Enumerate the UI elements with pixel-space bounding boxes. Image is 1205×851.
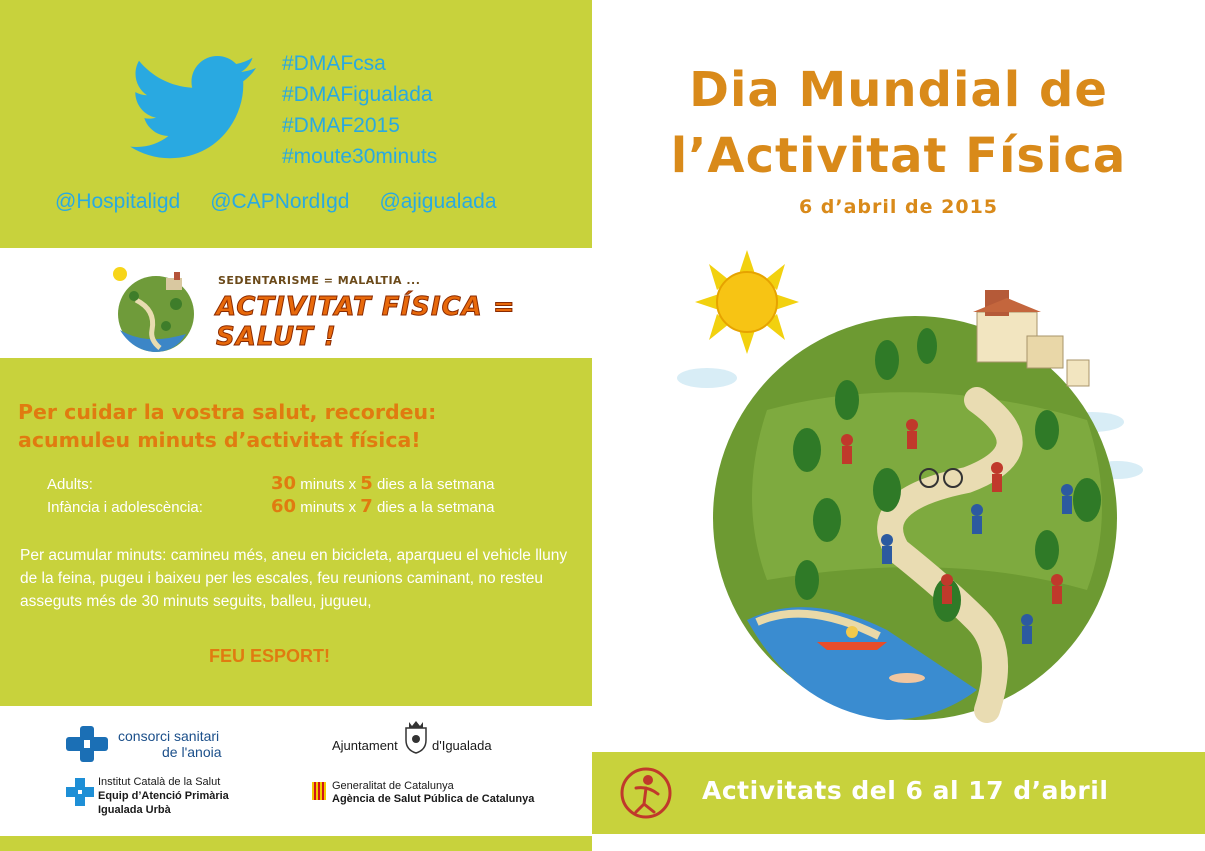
igualada-shield-icon [402, 720, 430, 754]
kids-days: 7 [360, 496, 373, 517]
ics-line2: Equip d’Atenció Primària [98, 790, 229, 802]
minuts-text: minuts x [296, 476, 361, 493]
kids-minutes: 60 [271, 496, 297, 517]
hashtag[interactable]: #moute30minuts [282, 145, 438, 168]
adults-label: Adults: [47, 476, 93, 493]
left-panel [0, 0, 592, 851]
globe-illustration [647, 250, 1167, 730]
kids-label: Infància i adolescència: [47, 499, 203, 516]
minuts-text: minuts x [296, 499, 361, 516]
headline-line: acumuleu minuts d’activitat física! [18, 428, 421, 452]
info-section [0, 358, 592, 706]
activity-figure-icon [618, 764, 674, 822]
call-to-action: FEU ESPORT! [209, 646, 331, 666]
mini-globe-illustration [106, 260, 202, 354]
sponsor-logos [0, 706, 592, 836]
twitter-handle[interactable]: @ajigualada [379, 190, 497, 213]
ics-cross-icon [66, 778, 94, 806]
csa-cross-icon [66, 726, 108, 762]
bottom-strip [0, 836, 592, 851]
title-line1: Dia Mundial de [689, 62, 1108, 118]
cover-panel [592, 0, 1205, 851]
days-text: dies a la setmana [372, 499, 495, 516]
ajuntament-name: Ajuntament [332, 738, 398, 753]
advice-text: Per acumular minuts: camineu més, aneu en bicicleta, aparqueu el vehicle lluny de la feina, pugeu i baixeu per les escales, feu reunions caminant, no resteu asseguts més de 30 minuts seguits, balleu, jugueu, [20, 547, 568, 610]
twitter-section [0, 0, 592, 248]
ics-line1: Institut Català de la Salut [98, 776, 221, 788]
event-date: 6 d’abril de 2015 [798, 196, 999, 218]
headline-line: Per cuidar la vostra salut, recordeu: [18, 400, 437, 424]
csa-name-line1: consorci sanitari [118, 728, 220, 744]
hashtag-list [282, 48, 437, 172]
csa-name-line2: de l'anoia [162, 744, 222, 760]
title-line2: l’Activitat Física [670, 128, 1127, 184]
adults-days: 5 [360, 473, 373, 494]
gen-line1: Generalitat de Catalunya [332, 780, 454, 792]
footer-text: Activitats del 6 al 17 d’abril [702, 776, 1109, 805]
twitter-bird-icon [130, 55, 258, 163]
twitter-handle[interactable]: @Hospitaligd [55, 190, 181, 213]
gen-line2: Agència de Salut Pública de Catalunya [332, 793, 535, 805]
senyera-icon [312, 782, 326, 800]
headline [18, 398, 588, 454]
adults-minutes: 30 [271, 473, 297, 494]
ajuntament-city: d'Igualada [432, 738, 492, 753]
handle-list [55, 190, 575, 214]
ics-line3: Igualada Urbà [98, 804, 171, 816]
slogan-banner [0, 248, 592, 358]
hashtag[interactable]: #DMAF2015 [282, 114, 400, 137]
days-text: dies a la setmana [372, 476, 495, 493]
sun-icon [695, 250, 799, 354]
hashtag[interactable]: #DMAFcsa [282, 52, 386, 75]
hashtag[interactable]: #DMAFigualada [282, 83, 433, 106]
footer-bar [592, 752, 1205, 834]
twitter-handle[interactable]: @CAPNordIgd [210, 190, 350, 213]
slogan-big-text: ACTIVITAT FÍSICA = SALUT ! [216, 292, 516, 352]
slogan-small-text: SEDENTARISME = MALALTIA ... [218, 274, 421, 287]
